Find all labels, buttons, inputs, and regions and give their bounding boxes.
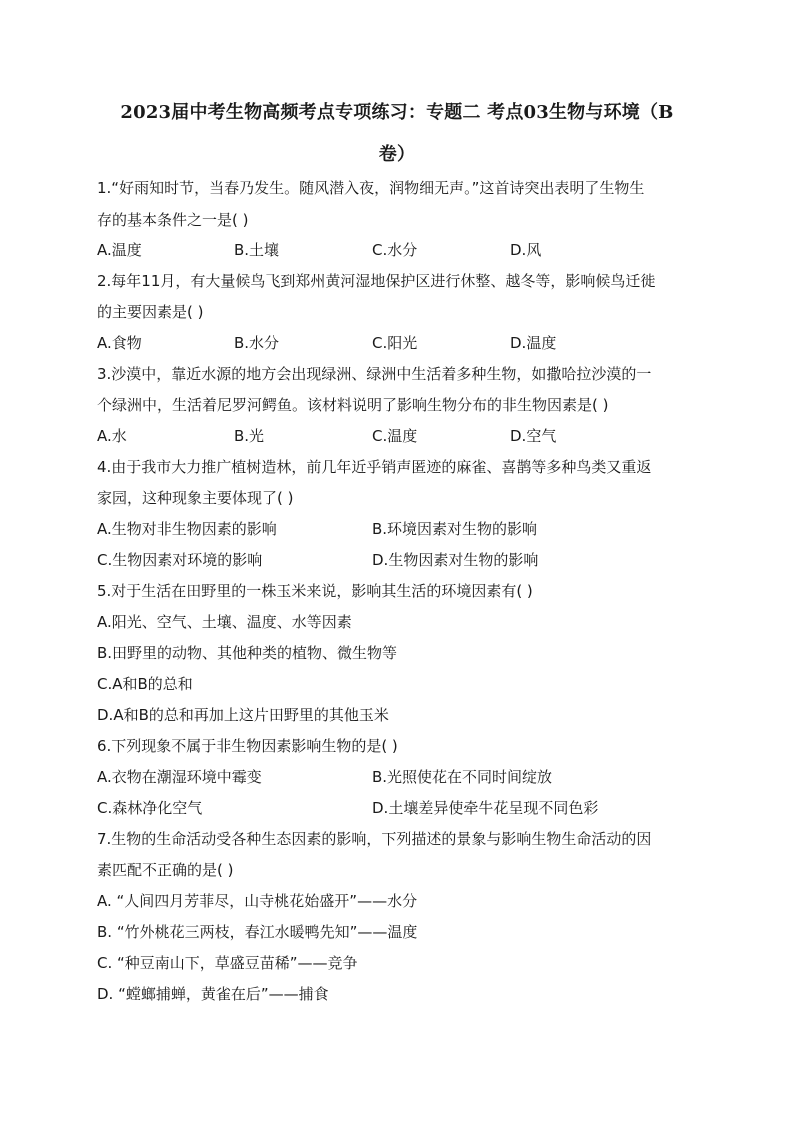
q6-option-a: A.衣物在潮湿环境中霉变 (97, 768, 262, 786)
q5-option-c: C.A和B的总和 (97, 675, 193, 693)
q2-stem-line2: 的主要因素是( ) (97, 303, 204, 321)
q3-stem-line1: 3.沙漠中，靠近水源的地方会出现绿洲、绿洲中生活着多种生物，如撒哈拉沙漠的一 (97, 365, 652, 383)
q4-option-d: D.生物因素对生物的影响 (372, 551, 539, 569)
q4-stem-line1: 4.由于我市大力推广植树造林，前几年近乎销声匿迹的麻雀、喜鹊等多种鸟类又重返 (97, 458, 652, 476)
q1-stem-line2: 存的基本条件之一是( ) (97, 211, 249, 229)
q2-option-c: C.阳光 (372, 334, 418, 352)
page-title-line1: 2023届中考生物高频考点专项练习：专题二 考点03生物与环境（B (120, 102, 674, 123)
q2-option-a: A.食物 (97, 334, 142, 352)
q7-option-b: B. “竹外桃花三两枝，春江水暖鸭先知”——温度 (97, 923, 418, 941)
q1-option-c: C.水分 (372, 241, 418, 259)
q6-stem-line1: 6.下列现象不属于非生物因素影响生物的是( ) (97, 737, 398, 755)
q3-option-c: C.温度 (372, 427, 418, 445)
q7-stem-line2: 素匹配不正确的是( ) (97, 861, 234, 879)
q3-option-b: B.光 (234, 427, 265, 445)
q7-option-d: D. “螳螂捕蝉，黄雀在后”——捕食 (97, 985, 329, 1003)
q3-stem-line2: 个绿洲中，生活着尼罗河鳄鱼。该材料说明了影响生物分布的非生物因素是( ) (97, 396, 609, 414)
q6-option-b: B.光照使花在不同时间绽放 (372, 768, 553, 786)
page-title-line2: 卷） (378, 144, 416, 165)
q6-option-d: D.土壤差异使牵牛花呈现不同色彩 (372, 799, 599, 817)
q5-option-b: B.田野里的动物、其他种类的植物、微生物等 (97, 644, 398, 662)
q5-option-a: A.阳光、空气、土壤、温度、水等因素 (97, 613, 352, 631)
q2-option-b: B.水分 (234, 334, 280, 352)
q7-stem-line1: 7.生物的生命活动受各种生态因素的影响，下列描述的景象与影响生物生命活动的因 (97, 830, 652, 848)
q2-stem-line1: 2.每年11月，有大量候鸟飞到郑州黄河湿地保护区进行休整、越冬等，影响候鸟迁徙 (97, 272, 656, 290)
q1-option-a: A.温度 (97, 241, 142, 259)
q5-stem-line1: 5.对于生活在田野里的一株玉米来说，影响其生活的环境因素有( ) (97, 582, 533, 600)
q6-option-c: C.森林净化空气 (97, 799, 203, 817)
q2-option-d: D.温度 (510, 334, 557, 352)
q4-option-c: C.生物因素对环境的影响 (97, 551, 263, 569)
q4-stem-line2: 家园，这种现象主要体现了( ) (97, 489, 294, 507)
q7-option-c: C. “种豆南山下，草盛豆苗稀”——竞争 (97, 954, 358, 972)
q3-option-a: A.水 (97, 427, 127, 445)
q1-option-b: B.土壤 (234, 241, 280, 259)
q1-option-d: D.风 (510, 241, 542, 259)
q1-stem-line1: 1.“好雨知时节，当春乃发生。随风潜入夜，润物细无声。”这首诗突出表明了生物生 (97, 179, 645, 197)
q5-option-d: D.A和B的总和再加上这片田野里的其他玉米 (97, 706, 389, 724)
q7-option-a: A. “人间四月芳菲尽，山寺桃花始盛开”——水分 (97, 892, 418, 910)
q4-option-a: A.生物对非生物因素的影响 (97, 520, 277, 538)
q3-option-d: D.空气 (510, 427, 557, 445)
q4-option-b: B.环境因素对生物的影响 (372, 520, 538, 538)
